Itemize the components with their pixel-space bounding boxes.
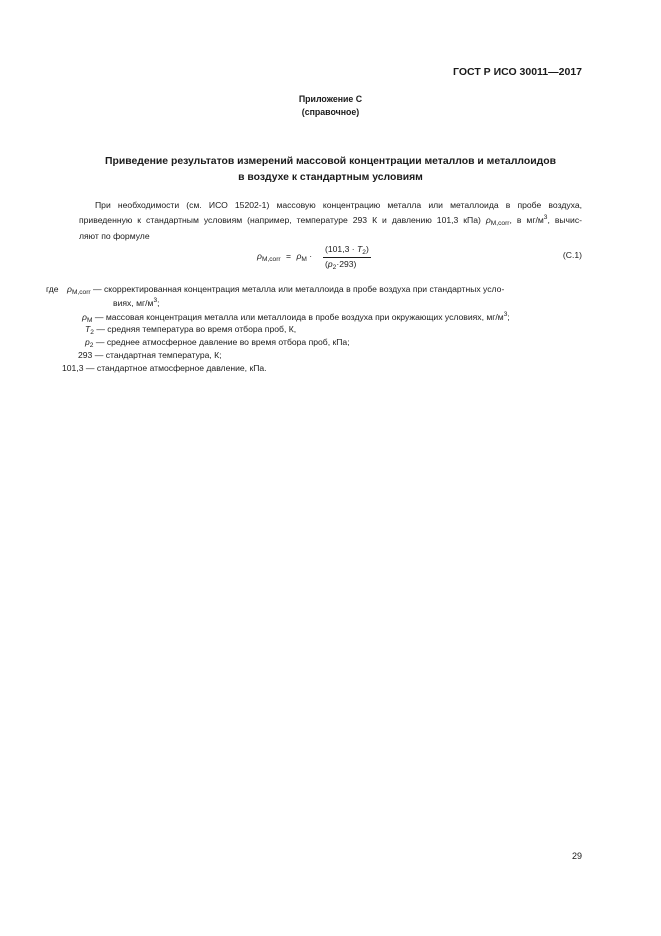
legend-sub: 2 (90, 329, 94, 336)
legend-dash: — (93, 284, 102, 294)
denominator-a: ( (325, 259, 328, 269)
legend-sub: M (86, 317, 93, 324)
legend-item (78, 350, 222, 360)
denominator-b: ·293) (336, 259, 357, 269)
appendix-type: (справочное) (301, 107, 360, 117)
page-number: 29 (571, 851, 582, 861)
denominator-p: p (327, 259, 333, 269)
numerator-a: (101,3 · (325, 244, 355, 254)
legend-item (85, 324, 296, 336)
formula-c1 (250, 244, 390, 274)
legend-cont: виях, мг/м (113, 298, 154, 308)
formula-equals: = (286, 251, 292, 261)
legend-cont-sup: 3 (153, 297, 158, 304)
legend-item (82, 311, 510, 324)
legend-sup: 3 (503, 311, 508, 318)
legend-text: стандартная температура, К; (105, 350, 222, 360)
legend-sym: 101,3 (62, 363, 84, 373)
intro-line1: При необходимости (см. ИСО 15202-1) массовую концентрацию металла или металлоида в пробе воздуха, (95, 200, 582, 210)
legend-end: ; (507, 312, 510, 322)
unit-superscript: 3 (543, 213, 548, 221)
appendix-title: Приложение С (298, 94, 363, 104)
legend-sym: T (85, 324, 91, 334)
fraction-bar (323, 257, 371, 258)
legend-text: массовая концентрация металла или металлоида в пробе воздуха при окружающих условиях, мг/м (105, 312, 504, 322)
rho-subscript: M,corr (490, 219, 510, 227)
formula-rhs-rho: ρ (296, 251, 302, 261)
numerator-b: ) (365, 244, 369, 254)
formula-denominator (325, 259, 356, 271)
formula-lhs-sub: M,corr (261, 256, 281, 263)
intro-line2-c: , вычис- (547, 214, 582, 225)
intro-line3: ляют по формуле (79, 231, 150, 242)
legend-dash: — (94, 350, 104, 360)
legend-sym: ρ (82, 312, 87, 322)
document-code: ГОСТ Р ИСО 30011—2017 (453, 66, 582, 78)
legend-item (85, 337, 350, 349)
legend-text: средняя температура во время отбора проб, К, (107, 324, 297, 334)
intro-paragraph (79, 199, 582, 243)
formula-dot: · (309, 251, 313, 261)
legend-cont-end: ; (157, 298, 160, 308)
legend-item (67, 284, 504, 296)
legend-dash: — (94, 312, 104, 322)
legend-text: скорректированная концентрация металла или металлоида в пробе воздуха при стандартных усло- (104, 284, 505, 294)
numerator-T: T (357, 244, 363, 254)
section-title-line2: в воздухе к стандартным условиям (238, 172, 423, 183)
legend-sub: 2 (89, 342, 94, 349)
intro-line2-a: приведенную к стандартным условиям (например, температуре 293 К и давлению 101,3 кПа) (79, 214, 481, 225)
denominator-sub: 2 (332, 264, 337, 271)
section-title-line1: Приведение результатов измерений массовой концентрации металлов и металлоидов (105, 156, 556, 167)
rho-symbol: ρ (485, 214, 491, 225)
legend-where: где (46, 284, 59, 294)
legend-sym: p (85, 337, 90, 347)
formula-rhs-sub: M (301, 256, 307, 263)
legend-sym: ρ (67, 284, 72, 294)
formula-lhs (257, 251, 312, 263)
legend-dash: — (96, 324, 105, 334)
numerator-sub: 2 (362, 249, 366, 256)
intro-line2-b: , в мг/м (509, 214, 544, 225)
legend-item-continuation (113, 297, 160, 308)
formula-numerator (325, 244, 369, 256)
legend-text: стандартное атмосферное давление, кПа. (96, 363, 267, 373)
legend-sym: 293 (78, 350, 93, 360)
legend-dash: — (85, 363, 95, 373)
legend-sub: M,corr (71, 289, 91, 296)
intro-line2 (79, 212, 582, 231)
legend-text: среднее атмосферное давление во время отбора проб, кПа; (106, 337, 350, 347)
legend-item (62, 363, 267, 373)
formula-lhs-rho: ρ (257, 251, 262, 261)
legend-dash: — (95, 337, 105, 347)
equation-number: (С.1) (562, 250, 582, 260)
